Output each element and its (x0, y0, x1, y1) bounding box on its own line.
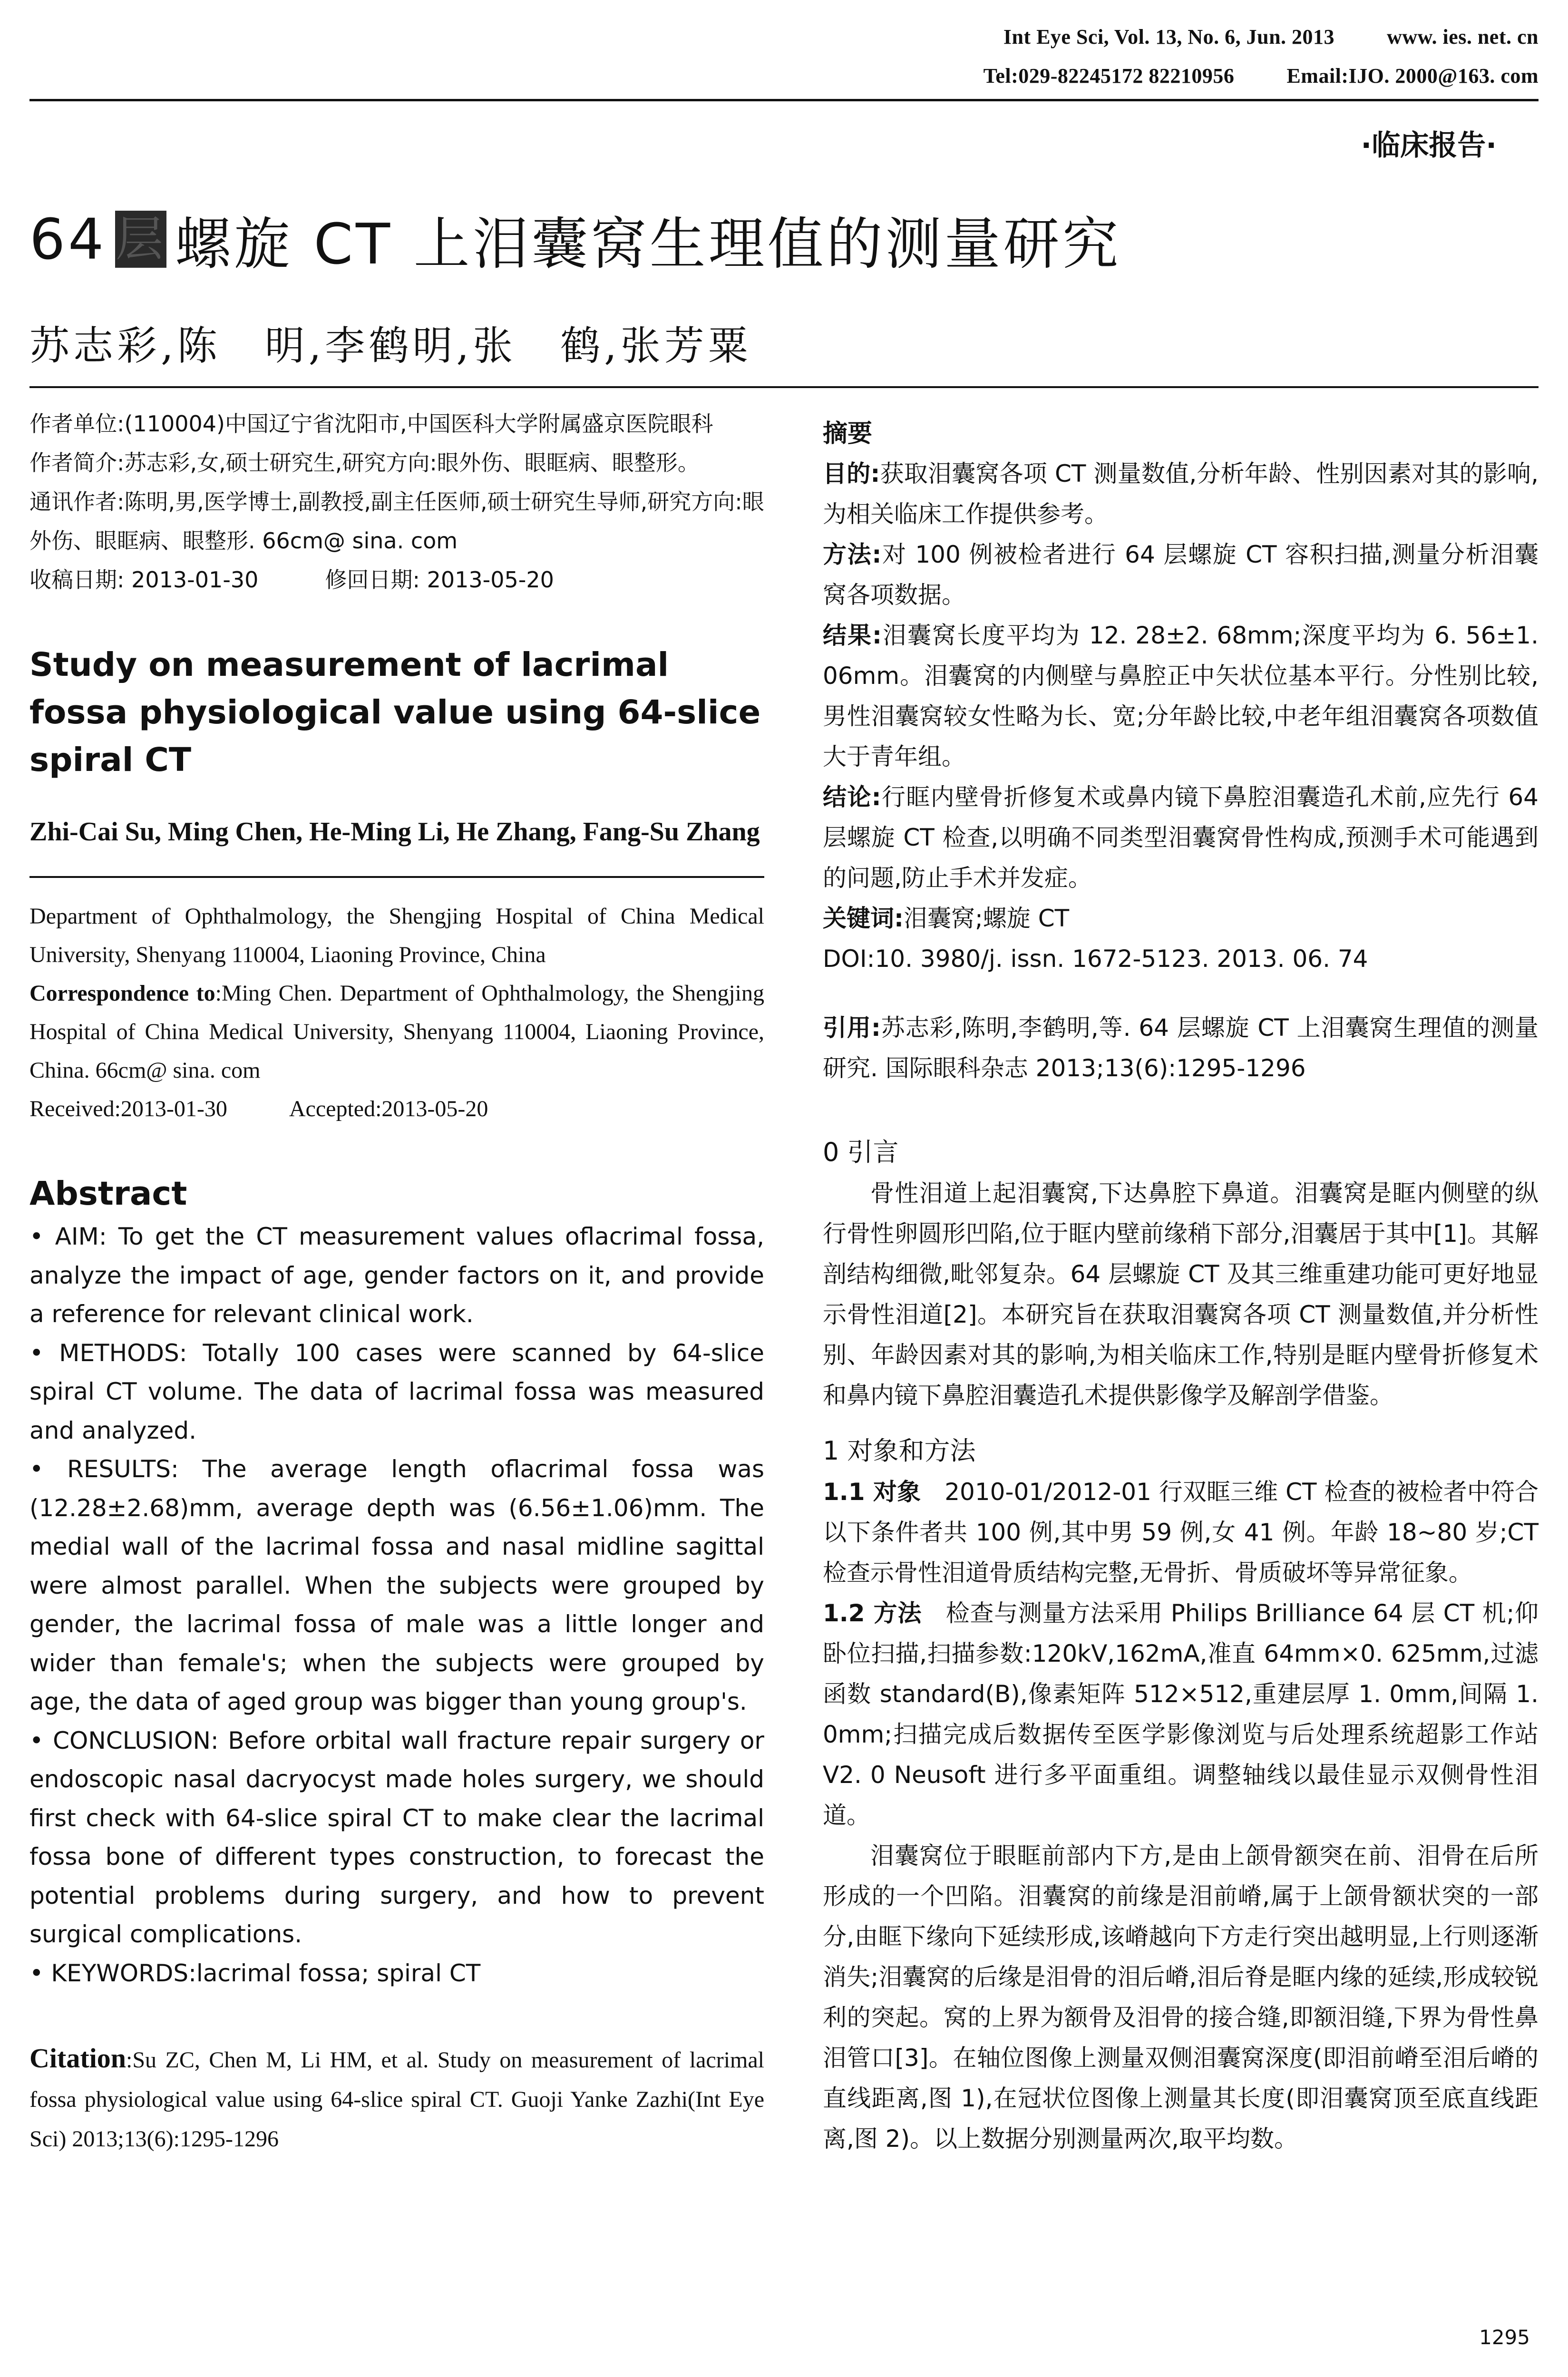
citation-zh (823, 1008, 1539, 1089)
section-0-heading: 0 引言 (823, 1137, 899, 1167)
conclusion-label: 结论: (823, 783, 881, 811)
english-title: Study on measurement of lacrimal fossa physiological value using 64-slice spiral CT (29, 646, 761, 779)
citation-text: :Su ZC, Chen M, Li HM, et al. Study on measurement of lacrimal fossa physiological value using 64-slice spiral CT. Guoji Yanke Zazhi(Int Eye Sci) 2013;13(6):1295-1296 (29, 2047, 764, 2152)
accepted-date-en: Accepted:2013-05-20 (289, 1096, 488, 1121)
section-1-2 (823, 1593, 1539, 1836)
citation-zh-label: 引用: (823, 1014, 881, 1042)
abstract-zh-results (823, 615, 1539, 777)
keywords-text: 泪囊窝;螺旋 CT (904, 905, 1070, 932)
keywords-label: 关键词: (823, 905, 904, 932)
abstract-keywords: • KEYWORDS:lacrimal fossa; spiral CT (29, 1959, 481, 1987)
doi: DOI:10. 3980/j. issn. 1672-5123. 2013. 06. 74 (823, 945, 1368, 973)
english-affiliation (29, 897, 764, 1090)
journal-website: www. ies. net. cn (1387, 25, 1539, 49)
affiliation-zh (29, 404, 764, 599)
section-1-heading: 1 对象和方法 (823, 1436, 976, 1466)
affiliation-unit: 作者单位:(110004)中国辽宁省沈阳市,中国医科大学附属盛京医院眼科 (29, 411, 713, 437)
results-label: 结果: (823, 622, 882, 649)
title-rest: 螺旋 CT 上泪囊窝生理值的测量研究 (175, 211, 1121, 277)
title-prefix: 64 (29, 206, 107, 272)
correspondence-label: Correspondence to (29, 981, 215, 1006)
methods-label: 方法: (823, 541, 882, 568)
authors-zh: 苏志彩,陈 明,李鹤明,张 鹤,张芳粟 (29, 322, 752, 369)
aim-label: 目的: (823, 460, 880, 487)
abstract-zh-methods (823, 535, 1539, 615)
page-title (29, 199, 1121, 280)
citation-zh-text: 苏志彩,陈明,李鹤明,等. 64 层螺旋 CT 上泪囊窝生理值的测量研究. 国际眼科杂志 2013;13(6):1295-1296 (823, 1014, 1539, 1082)
section-1-2-label: 1.2 方法 (823, 1599, 922, 1627)
section-0-paragraph: 骨性泪道上起泪囊窝,下达鼻腔下鼻道。泪囊窝是眶内侧壁的纵行骨性卵圆形凹陷,位于眶内壁前缘稍下部分,泪囊居于其中[1]。其解剖结构细微,毗邻复杂。64 层螺旋 CT 及其三维重建功能可更好地显示骨性泪道[2]。本研究旨在获取泪囊窝各项 CT 测量数值,并分析性别、年龄因素对其的影响,为相关临床工作,特别是眶内壁骨折修复术和鼻内镜下鼻腔泪囊造孔术提供影像学及解剖学借鉴。 (823, 1179, 1539, 1409)
conclusion-text: 行眶内壁骨折修复术或鼻内镜下鼻腔泪囊造孔术前,应先行 64 层螺旋 CT 检查,以明确不同类型泪囊窝骨性构成,预测手术可能遇到的问题,防止手术并发症。 (823, 783, 1539, 892)
section-1-1-label: 1.1 对象 (823, 1478, 921, 1506)
author-bio: 作者简介:苏志彩,女,硕士研究生,研究方向:眼外伤、眼眶病、眼整形。 (29, 450, 700, 476)
page-number: 1295 (1479, 2326, 1530, 2349)
title-rule (29, 386, 1539, 388)
correspondence-text: :Ming Chen. Department of Ophthalmology, the Shengjing Hospital of China Medical University, Shenyang 110004, Liaoning Province, China. 66cm@ sina. com (29, 981, 764, 1083)
journal-citation: Int Eye Sci, Vol. 13, No. 6, Jun. 2013 (1003, 25, 1335, 49)
abstract-conclusion: • CONCLUSION: Before orbital wall fracture repair surgery or endoscopic nasal dacryocyst made holes surgery, we should first check with 64-slice spiral CT to make clear the lacrimal fossa bone of different types construction, to forecast the potential problems during surgery, and how to prevent surgical complications. (29, 1726, 764, 1948)
revised-date-zh: 修回日期: 2013-05-20 (325, 567, 554, 593)
journal-tel: Tel:029-82245172 82210956 (983, 64, 1235, 88)
corresponding-author: 通讯作者:陈明,男,医学博士,副教授,副主任医师,硕士研究生导师,研究方向:眼外伤、眼眶病、眼整形. 66cm@ sina. com (29, 489, 764, 554)
abstract-methods: • METHODS: Totally 100 cases were scanned by 64-slice spiral CT volume. The data of lacrimal fossa was measured and analyzed. (29, 1339, 764, 1444)
citation-en (29, 2038, 764, 2159)
section-1-1-text: 2010-01/2012-01 行双眶三维 CT 检查的被检者中符合以下条件者共 100 例,其中男 59 例,女 41 例。年龄 18~80 岁;CT 检查示骨性泪道骨质结构完整,无骨折、骨质破坏等异常征象。 (823, 1478, 1539, 1587)
journal-email: Email:IJO. 2000@163. com (1286, 64, 1539, 88)
abstract-results: • RESULTS: The average length oflacrimal fossa was (12.28±2.68)mm, average depth was (6.56±1.06)mm. The medial wall of the lacrimal fossa and nasal midline sagittal were almost parallel. When the subjects were grouped by gender, the lacrimal fossa of male was a little longer and wider than female's; when the subjects were grouped by age, the data of aged group was bigger than young group's. (29, 1455, 764, 1715)
methods-text: 对 100 例被检者进行 64 层螺旋 CT 容积扫描,测量分析泪囊窝各项数据。 (823, 541, 1539, 609)
received-date-zh: 收稿日期: 2013-01-30 (29, 567, 259, 593)
department-en: Department of Ophthalmology, the Shengjing Hospital of China Medical University, Shenyang 110004, Liaoning Province, China (29, 904, 764, 967)
abstract-zh-aim (823, 454, 1539, 535)
received-date-en: Received:2013-01-30 (29, 1096, 227, 1121)
abstract-zh-keywords (823, 898, 1539, 939)
column-rule (29, 876, 764, 878)
dates-en (29, 1090, 764, 1128)
title-stamp-char: 层 (116, 211, 166, 267)
results-text: 泪囊窝长度平均为 12. 28±2. 68mm;深度平均为 6. 56±1. 06mm。泪囊窝的内侧壁与鼻腔正中矢状位基本平行。分性别比较,男性泪囊窝较女性略为长、宽;分年龄比较,中老年组泪囊窝各项数值大于青年组。 (823, 622, 1539, 770)
abstract-body (29, 1218, 764, 1993)
dates-zh (29, 560, 764, 599)
abstract-heading: Abstract (29, 1175, 187, 1213)
section-1-2-text: 检查与测量方法采用 Philips Brilliance 64 层 CT 机;仰卧位扫描,扫描参数:120kV,162mA,准直 64mm×0. 625mm,过滤函数 standard(B),像素矩阵 512×512,重建层厚 1. 0mm,间隔 1. 0mm;扫描完成后数据传至医学影像浏览与后处理系统超影工作站 V2. 0 Neusoft 进行多平面重组。调整轴线以最佳显示双侧骨性泪道。 (823, 1599, 1539, 1829)
citation-label: Citation (29, 2043, 126, 2074)
journal-header-line1 (1003, 25, 1539, 49)
aim-text: 获取泪囊窝各项 CT 测量数值,分析年龄、性别因素对其的影响,为相关临床工作提供参考。 (823, 460, 1539, 528)
abstract-zh-conclusion (823, 777, 1539, 898)
header-rule (29, 99, 1539, 101)
abstract-aim: • AIM: To get the CT measurement values oflacrimal fossa, analyze the impact of age, gender factors on it, and provide a reference for relevant clinical work. (29, 1223, 764, 1328)
journal-header-line2 (984, 64, 1539, 88)
left-column (29, 404, 764, 2159)
section-1-2-paragraph-2: 泪囊窝位于眼眶前部内下方,是由上颌骨额突在前、泪骨在后所形成的一个凹陷。泪囊窝的前缘是泪前嵴,属于上颌骨额状突的一部分,由眶下缘向下延续形成,该嵴越向下方走行突出越明显,上行则逐渐消失;泪囊窝的后缘是泪骨的泪后嵴,泪后脊是眶内缘的延续,形成较锐利的突起。窝的上界为额骨及泪骨的接合缝,即额泪缝,下界为骨性鼻泪管口[3]。在轴位图像上测量双侧泪囊窝深度(即泪前嵴至泪后嵴的直线距离,图 1),在冠状位图像上测量其长度(即泪囊窝顶至底直线距离,图 2)。以上数据分别测量两次,取平均数。 (823, 1842, 1539, 2153)
section-tag: ·临床报告· (1361, 129, 1497, 162)
english-authors: Zhi-Cai Su, Ming Chen, He-Ming Li, He Zhang, Fang-Su Zhang (29, 817, 760, 847)
abstract-zh-heading: 摘要 (823, 419, 873, 448)
right-column (823, 414, 1539, 2159)
section-1-1 (823, 1472, 1539, 1593)
